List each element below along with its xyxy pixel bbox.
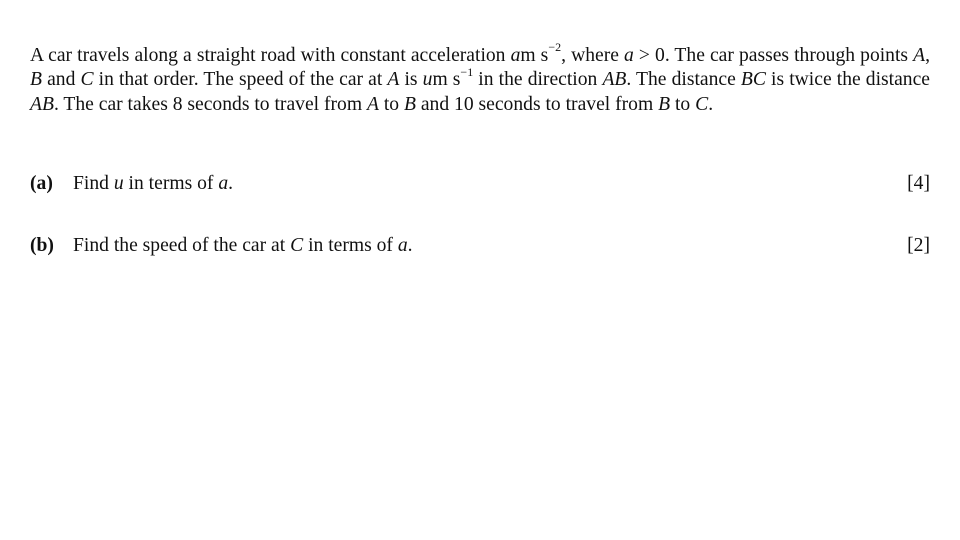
stem-text: . The distance: [626, 69, 741, 91]
point-label: A: [387, 69, 400, 91]
point-label: B: [658, 93, 671, 115]
part-variable: C: [290, 235, 304, 256]
stem-text: .: [708, 93, 714, 115]
part-label: (b): [30, 235, 54, 256]
part-text: .: [407, 235, 413, 256]
stem-text: > 0. The car passes through points: [633, 45, 914, 66]
stem-text: , where: [561, 45, 625, 66]
part-text: Find: [73, 173, 114, 194]
question-stem: [30, 40, 930, 117]
stem-text: in the direction: [473, 69, 603, 91]
speed-variable: u: [422, 69, 433, 91]
stem-text: is twice the distance: [765, 69, 930, 91]
point-label: B: [403, 93, 416, 115]
point-label: C: [695, 93, 709, 115]
acceleration-variable: a: [510, 45, 521, 66]
stem-text: and: [41, 69, 81, 91]
segment-label: AB: [30, 93, 54, 115]
part-label: (a): [30, 173, 53, 194]
acceleration-unit: m s: [520, 45, 549, 66]
stem-text: to: [670, 93, 696, 115]
stem-text: . The car takes 8 seconds to travel from: [53, 93, 367, 115]
speed-unit-exponent: −1: [460, 64, 474, 79]
question-part-b: [30, 234, 930, 258]
part-variable: a: [397, 235, 408, 256]
part-text: .: [228, 173, 234, 194]
part-text: in terms of: [123, 173, 219, 194]
marks-label: [4]: [907, 173, 930, 194]
stem-text: to: [378, 93, 404, 115]
part-text: Find the speed of the car at: [73, 235, 291, 256]
stem-text: in that order. The speed of the car at: [93, 69, 388, 91]
speed-unit: m s: [432, 69, 461, 91]
stem-text: is: [399, 69, 423, 91]
acceleration-unit-exponent: −2: [548, 40, 562, 55]
point-label: C: [80, 69, 94, 91]
acceleration-variable: a: [624, 45, 634, 66]
question-page: [30, 40, 930, 256]
stem-text: A car travels along a straight road with constant acceleration: [30, 45, 511, 66]
stem-text: ,: [925, 45, 930, 66]
stem-text: and 10 seconds to travel from: [415, 93, 659, 115]
segment-label: AB: [602, 69, 627, 91]
part-variable: u: [113, 173, 124, 194]
point-label: A: [913, 45, 926, 66]
part-variable: a: [218, 173, 229, 194]
question-part-a: [30, 172, 930, 196]
point-label: B: [30, 69, 42, 91]
part-text: in terms of: [303, 235, 398, 256]
point-label: A: [366, 93, 379, 115]
marks-label: [2]: [907, 235, 930, 256]
segment-label: BC: [740, 69, 766, 91]
